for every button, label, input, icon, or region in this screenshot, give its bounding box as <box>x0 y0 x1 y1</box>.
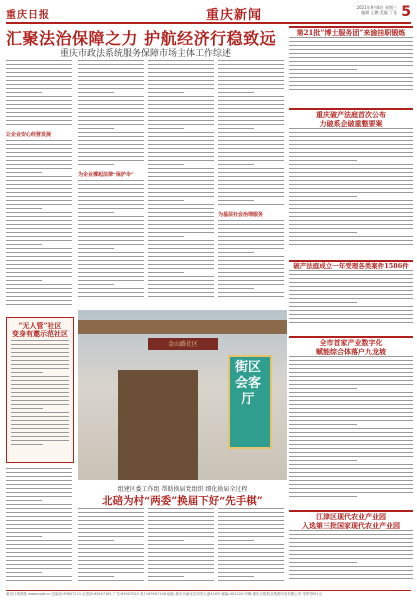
photo-story-kicker: 组建区委工作组 帮助换届党组织 细化换届全过程 <box>117 486 248 493</box>
sidebar-story-title: 第21批“博士服务团”来渝挂职锻炼 <box>296 28 406 37</box>
boxed-story-title: “无人管”社区 变身有邀示范社区 <box>12 321 68 338</box>
body-text-lines <box>6 468 72 586</box>
column-subheading: 让企业安心经营发展 <box>6 132 52 138</box>
article-column-1 <box>6 60 72 310</box>
article-column-4 <box>218 60 284 300</box>
body-text-lines <box>78 180 144 300</box>
body-text-lines <box>78 60 144 170</box>
page-footer: 重庆日报网址 www.cqrb.cn 总编室:63907111 记者部:63907181 广告:63907020 发行:63907158 地址:重庆市渝北区同茂大道416号 邮编:401120 印刷:重庆日报报业集团印务有限公司 零售每份1元 <box>6 590 411 597</box>
main-headline: 汇聚法治保障之力 护航经济行稳致远 <box>6 29 277 48</box>
photo-story-headline: 北碚为村“两委”换届下好“先手棋” <box>102 495 263 507</box>
sidebar-story-title: 破产法庭成立一年受理各类案件1586件 <box>293 262 409 270</box>
bottom-article-column-4 <box>218 508 284 586</box>
bottom-article-column-3 <box>148 508 214 586</box>
body-text-lines <box>6 140 72 310</box>
sidebar-story-title: 重庆破产法庭首次公布 力破系企破重整要案 <box>316 110 386 128</box>
body-text-lines <box>289 128 413 248</box>
article-column-2 <box>78 60 144 300</box>
bottom-article-column-1 <box>6 468 72 586</box>
sidebar-story-5 <box>289 510 413 586</box>
editor-line: 编辑 王鹏 美编 丁龙 <box>361 10 397 15</box>
sidebar-story-title: 全市首家产业数字化 赋能综合体落户九龙坡 <box>316 338 386 356</box>
sidebar-story-3 <box>289 260 413 332</box>
date-info <box>356 5 397 15</box>
body-text-lines <box>148 508 214 586</box>
photo-plaque-text: 金山路社区 <box>167 341 198 348</box>
body-text-lines <box>148 60 214 300</box>
body-text-lines <box>218 220 284 300</box>
masthead <box>6 4 411 24</box>
body-text-lines <box>289 356 413 500</box>
bottom-article-column-2 <box>78 508 144 586</box>
body-text-lines <box>78 508 144 586</box>
sidebar-story-1 <box>289 26 413 104</box>
body-text-lines <box>289 530 413 582</box>
column-subheading: 为企业撑起法律“保护伞” <box>78 172 134 178</box>
body-text-lines <box>289 270 413 328</box>
article-column-3 <box>148 60 214 300</box>
body-text-lines <box>218 508 284 586</box>
page-number: 5 <box>401 4 411 20</box>
body-text-lines <box>11 340 69 450</box>
main-subhead: 重庆市政法系统服务保障市场主体工作综述 <box>60 49 232 59</box>
body-text-lines <box>218 60 284 210</box>
newspaper-logo: 重庆日报 <box>6 10 50 21</box>
boxed-story <box>6 317 74 463</box>
section-title: 重庆新闻 <box>206 8 263 23</box>
sidebar-story-4 <box>289 336 413 506</box>
date-line: 2021年9月8日 星期三 <box>356 5 397 10</box>
sidebar-story-2 <box>289 108 413 256</box>
body-text-lines <box>289 37 413 95</box>
column-subheading: 为基层社会治理服务 <box>218 212 264 218</box>
body-text-lines <box>6 60 72 130</box>
news-photo <box>78 310 287 480</box>
sidebar-story-title: 江津区现代农业产业园 入选第三批国家现代农业产业园 <box>302 512 400 530</box>
photo-sign-text: 街区会客厅 <box>234 360 261 407</box>
